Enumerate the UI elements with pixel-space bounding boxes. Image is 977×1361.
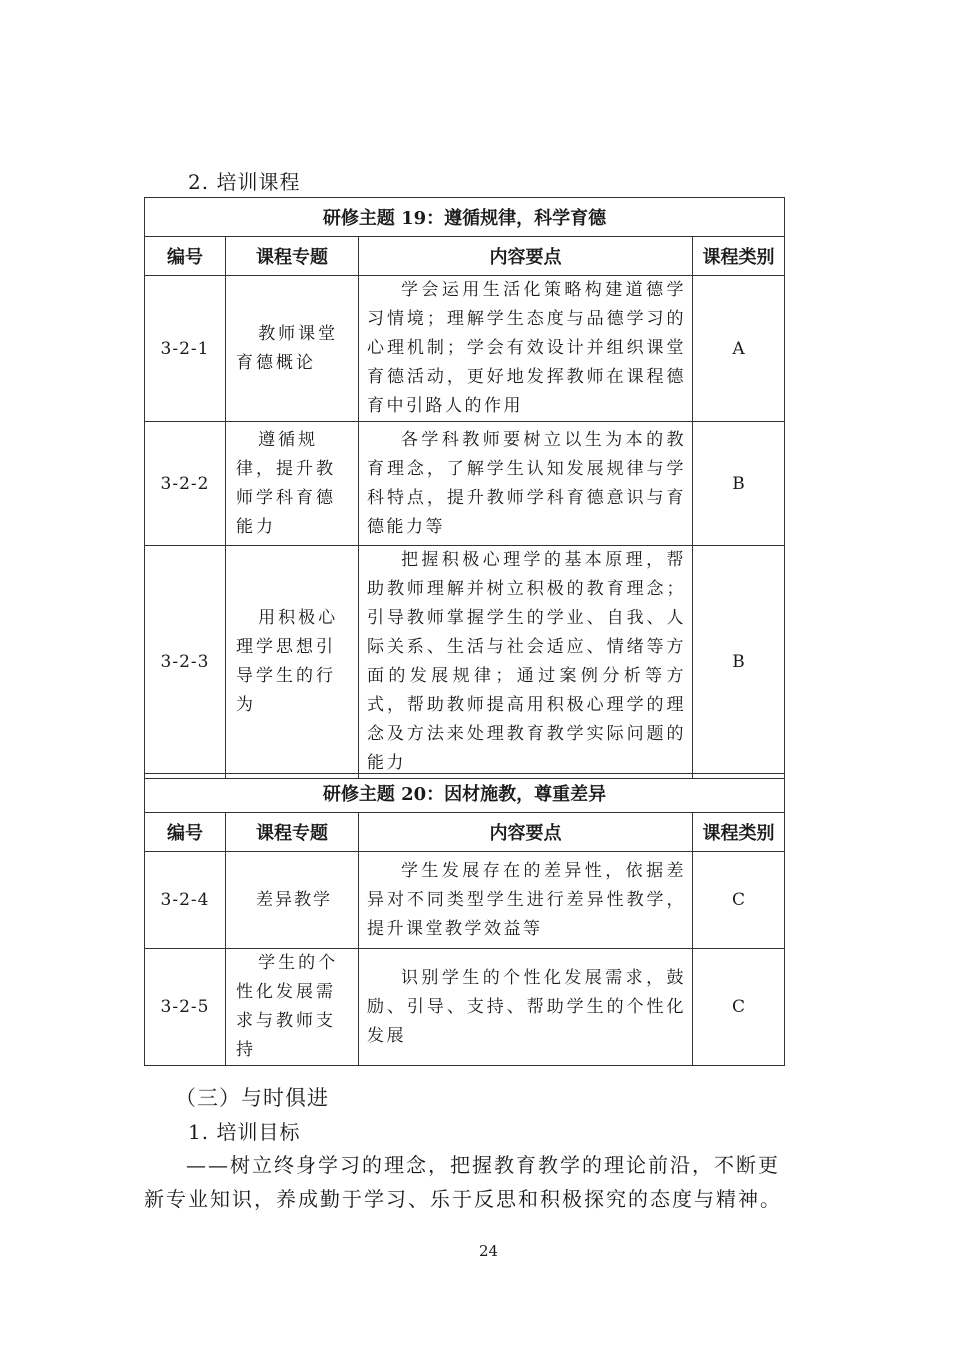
header-points: 内容要点 — [359, 813, 693, 852]
course-id: 3-2-5 — [145, 949, 226, 1066]
course-id: 3-2-1 — [145, 276, 226, 422]
course-category: C — [693, 949, 785, 1066]
header-topic: 课程专题 — [226, 237, 359, 276]
course-topic: 学生的个性化发展需求与教师支持 — [226, 949, 359, 1066]
course-id: 3-2-3 — [145, 546, 226, 779]
table-theme-title: 研修主题 19：遵循规律，科学育德 — [145, 198, 785, 237]
header-category: 课程类别 — [693, 813, 785, 852]
course-points: 学会运用生活化策略构建道德学习情境；理解学生态度与品德学习的心理机制；学会有效设计并组织课堂育德活动，更好地发挥教师在课程德育中引路人的作用 — [359, 276, 693, 422]
table-row — [145, 852, 785, 949]
course-topic: 差异教学 — [226, 852, 359, 949]
table-row — [145, 949, 785, 1066]
course-table-theme-20 — [144, 773, 785, 1066]
course-category: C — [693, 852, 785, 949]
table-row — [145, 546, 785, 779]
course-topic: 用积极心理学思想引导学生的行为 — [226, 546, 359, 779]
course-id: 3-2-4 — [145, 852, 226, 949]
course-id: 3-2-2 — [145, 422, 226, 546]
page-number: 24 — [478, 1242, 499, 1260]
course-topic: 教师课堂育德概论 — [226, 276, 359, 422]
header-points: 内容要点 — [359, 237, 693, 276]
course-points: 把握积极心理学的基本原理，帮助教师理解并树立积极的教育理念；引导教师掌握学生的学业、自我、人际关系、生活与社会适应、情绪等方面的发展规律；通过案例分析等方式，帮助教师提高用积极心理学的理念及方法来处理教育教学实际问题的能力 — [359, 546, 693, 779]
table-theme-title: 研修主题 20：因材施教，尊重差异 — [145, 774, 785, 813]
section-heading-3: （三）与时俱进 — [175, 1086, 329, 1110]
header-category: 课程类别 — [693, 237, 785, 276]
course-points: 识别学生的个性化发展需求，鼓励、引导、支持、帮助学生的个性化发展 — [359, 949, 693, 1066]
header-id: 编号 — [145, 813, 226, 852]
course-points: 各学科教师要树立以生为本的教育理念，了解学生认知发展规律与学科特点，提升教师学科育德意识与育德能力等 — [359, 422, 693, 546]
section-heading-goals: 1. 培训目标 — [188, 1120, 301, 1144]
course-category: A — [693, 276, 785, 422]
course-category: B — [693, 422, 785, 546]
table-row — [145, 422, 785, 546]
header-id: 编号 — [145, 237, 226, 276]
course-topic: 遵循规律，提升教师学科育德能力 — [226, 422, 359, 546]
course-table-theme-19 — [144, 197, 785, 779]
goal-paragraph: ——树立终身学习的理念，把握教育教学的理论前沿，不断更新专业知识，养成勤于学习、乐于反思和积极探究的态度与精神。 — [144, 1153, 782, 1211]
course-category: B — [693, 546, 785, 779]
header-topic: 课程专题 — [226, 813, 359, 852]
section-heading-courses: 2. 培训课程 — [188, 170, 301, 194]
course-points: 学生发展存在的差异性，依据差异对不同类型学生进行差异性教学，提升课堂教学效益等 — [359, 852, 693, 949]
table-row — [145, 276, 785, 422]
